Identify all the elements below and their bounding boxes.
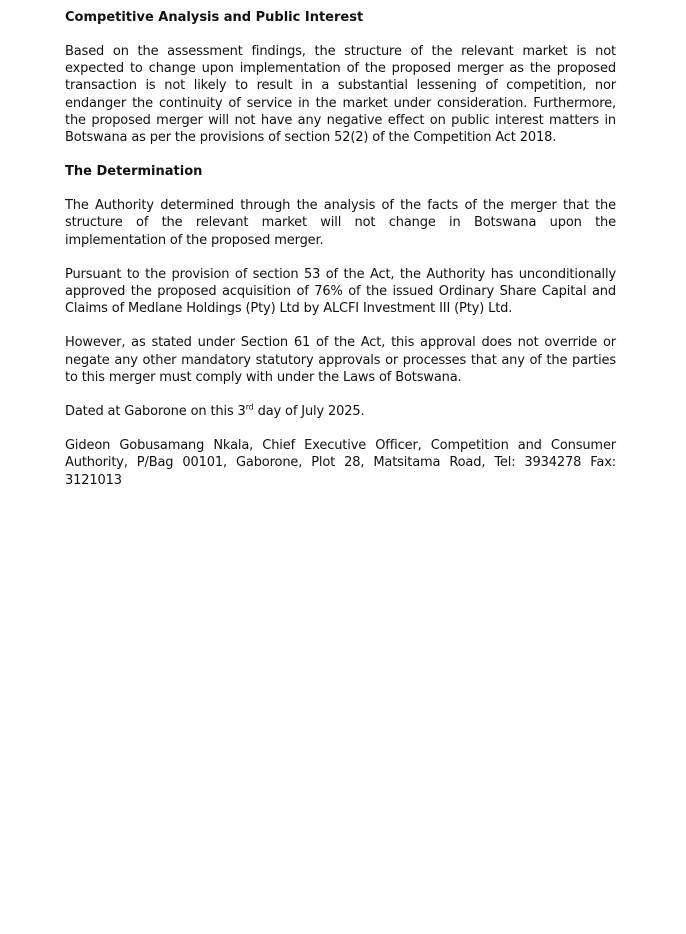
section-heading-competitive-analysis: Competitive Analysis and Public Interest <box>65 10 364 25</box>
paragraph-assessment-findings: Based on the assessment findings, the structure of the relevant market is not expected to change upon implementation of the proposed merger as the proposed transaction is not likely to result in a substantial lessening of competition, nor endanger the continuity of service in the market under consideration. Furthermore, the proposed merger will not have any negative effect on public interest matters in Botswana as per the provisions of section 52(2) of the Competition Act 2018. <box>65 44 616 146</box>
signature-block: Gideon Gobusamang Nkala, Chief Executive Officer, Competition and Consumer Authority, P/Bag 00101, Gaborone, Plot 28, Matsitama Road, Tel: 3934278 Fax: 3121013 <box>65 438 616 488</box>
paragraph-authority-determined: The Authority determined through the analysis of the facts of the merger that the structure of the relevant market will not change in Botswana upon the implementation of the proposed merger. <box>65 198 616 248</box>
section-heading-determination: The Determination <box>65 164 203 180</box>
dated-ordinal: rd <box>245 402 254 412</box>
paragraph-approval: Pursuant to the provision of section 53 of the Act, the Authority has unconditionally approved the proposed acquisition of 76% of the issued Ordinary Share Capital and Claims of Medlane Holdings (Pty) Ltd by ALCFI Investment III (Pty) Ltd. <box>65 266 616 317</box>
dated-line <box>65 403 616 420</box>
paragraph-statutory-approvals: However, as stated under Section 61 of the Act, this approval does not override or negate any other mandatory statutory approvals or processes that any of the parties to this merger must comply with under the Laws of Botswana. <box>65 335 616 385</box>
dated-prefix: Dated at Gaborone on this 3 <box>65 404 246 420</box>
dated-suffix: day of July 2025. <box>253 404 365 420</box>
document-page <box>65 9 616 506</box>
